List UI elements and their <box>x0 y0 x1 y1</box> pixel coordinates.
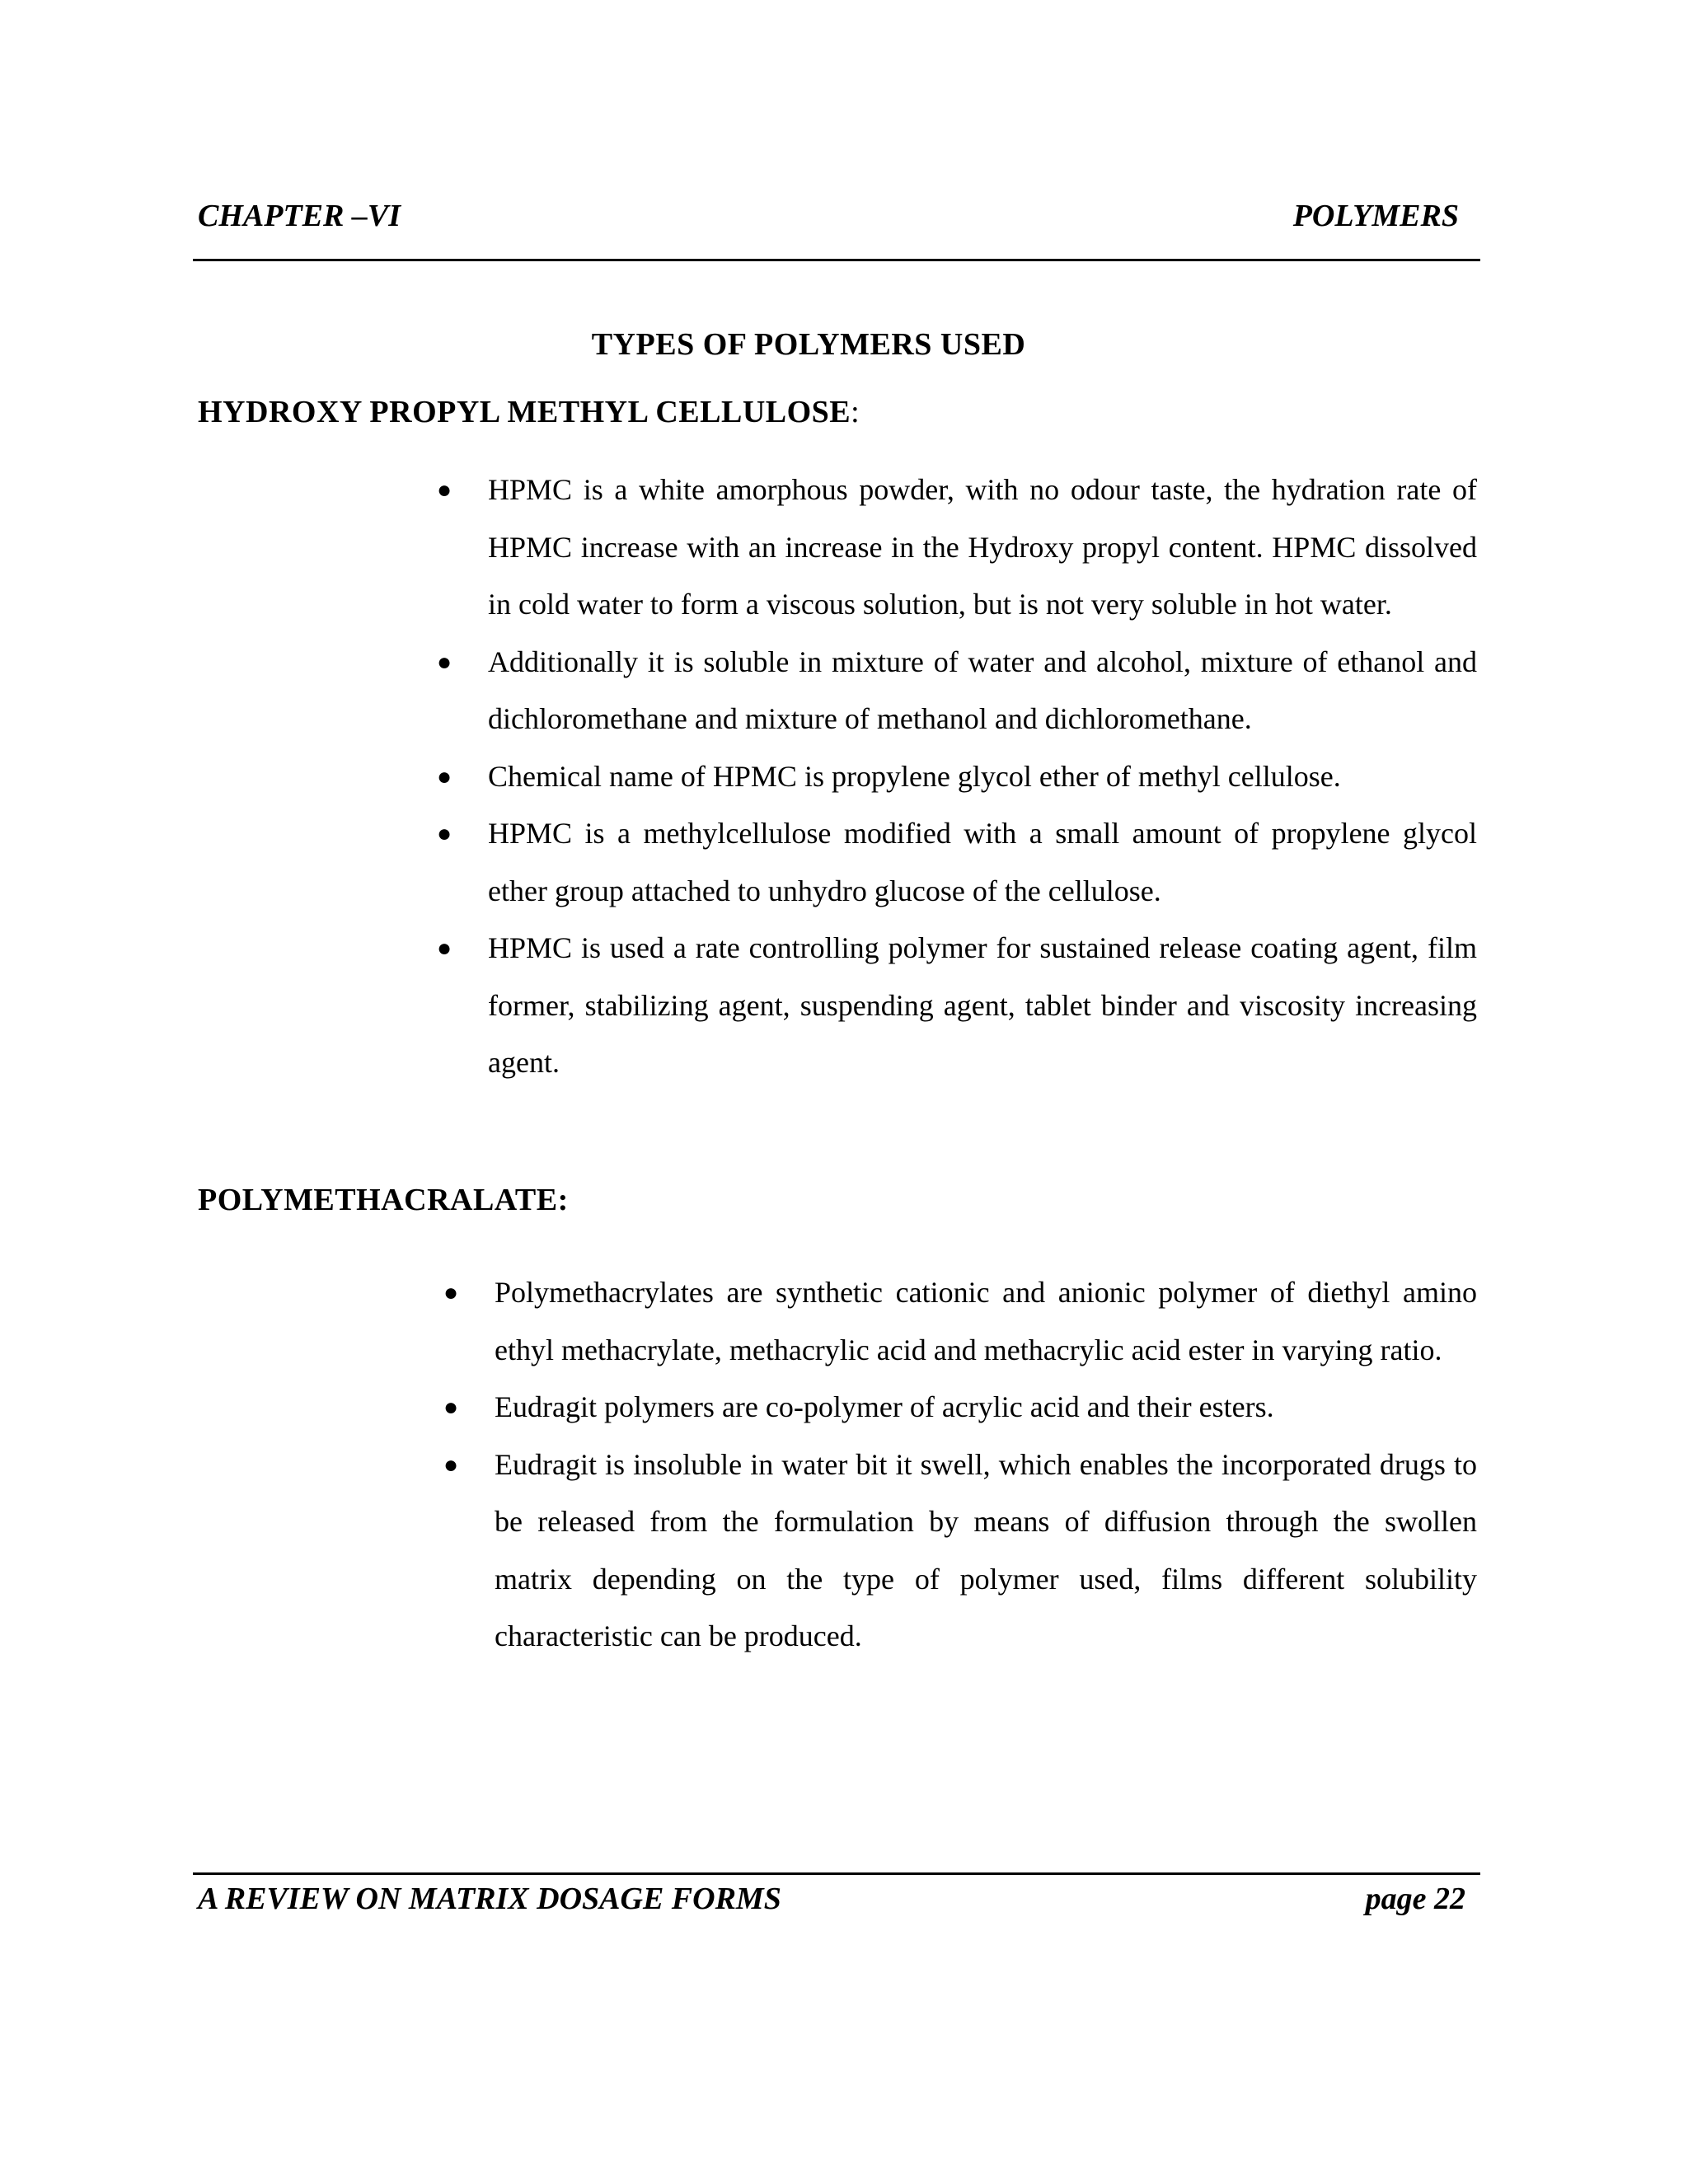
polymethacralate-bullet-list <box>443 1264 1477 1666</box>
list-item-text: Polymethacrylates are synthetic cationic and anionic polymer of diethyl amino ethyl methacrylate, methacrylic acid and methacrylic acid ester in varying ratio. <box>495 1276 1477 1366</box>
bullet-icon: ● <box>443 1451 459 1479</box>
section-heading-colon: : <box>851 395 860 429</box>
bullet-icon: ● <box>437 935 452 962</box>
bullet-icon: ● <box>443 1394 459 1421</box>
list-item-text: Eudragit is insoluble in water bit it swell, which enables the incorporated drugs to be released from the formulation by means of diffusion through the swollen matrix depending on the type of polymer used, films different solubility characteristic can be produced. <box>495 1447 1477 1652</box>
bullet-icon: ● <box>437 476 452 504</box>
section-heading-hpmc <box>198 394 860 430</box>
footer-book-title: A REVIEW ON MATRIX DOSAGE FORMS <box>198 1882 781 1916</box>
page-header <box>198 198 1479 239</box>
bullet-icon: ● <box>437 648 452 676</box>
chapter-topic: POLYMERS <box>1292 199 1459 233</box>
hpmc-bullet-list <box>437 462 1477 1092</box>
list-item <box>437 748 1477 806</box>
list-item <box>443 1264 1477 1379</box>
list-item <box>437 462 1477 634</box>
section-heading-text: HYDROXY PROPYL METHYL CELLULOSE <box>198 395 851 429</box>
chapter-label: CHAPTER –VI <box>198 199 401 233</box>
list-item-text: Chemical name of HPMC is propylene glycol ether of methyl cellulose. <box>488 759 1341 793</box>
header-rule <box>193 259 1480 261</box>
list-item-text: HPMC is a methylcellulose modified with a small amount of propylene glycol ether group attached to unhydro glucose of the cellulose. <box>488 817 1477 907</box>
list-item-text: Additionally it is soluble in mixture of water and alcohol, mixture of ethanol and dichloromethane and mixture of methanol and dichloromethane. <box>488 644 1477 735</box>
footer-rule <box>193 1872 1480 1875</box>
page-number: page 22 <box>1365 1882 1465 1916</box>
list-item <box>437 805 1477 920</box>
list-item-text: Eudragit polymers are co-polymer of acrylic acid and their esters. <box>495 1390 1274 1423</box>
bullet-icon: ● <box>443 1279 459 1306</box>
section-heading-polymethacralate <box>198 1182 569 1218</box>
list-item <box>443 1436 1477 1666</box>
section-heading-text: POLYMETHACRALATE: <box>198 1183 569 1217</box>
list-item-text: HPMC is a white amorphous powder, with no odour taste, the hydration rate of HPMC increase with an increase in the Hydroxy propyl content. HPMC dissolved in cold water to form a viscous solution, but is not very soluble in hot water. <box>488 473 1477 621</box>
list-item-text: HPMC is used a rate controlling polymer for sustained release coating agent, film former, stabilizing agent, suspending agent, tablet binder and viscosity increasing agent. <box>488 931 1477 1079</box>
list-item <box>437 634 1477 748</box>
bullet-icon: ● <box>437 762 452 790</box>
bullet-icon: ● <box>437 820 452 847</box>
list-item <box>443 1379 1477 1436</box>
list-item <box>437 920 1477 1092</box>
page-title: TYPES OF POLYMERS USED <box>591 327 1026 362</box>
